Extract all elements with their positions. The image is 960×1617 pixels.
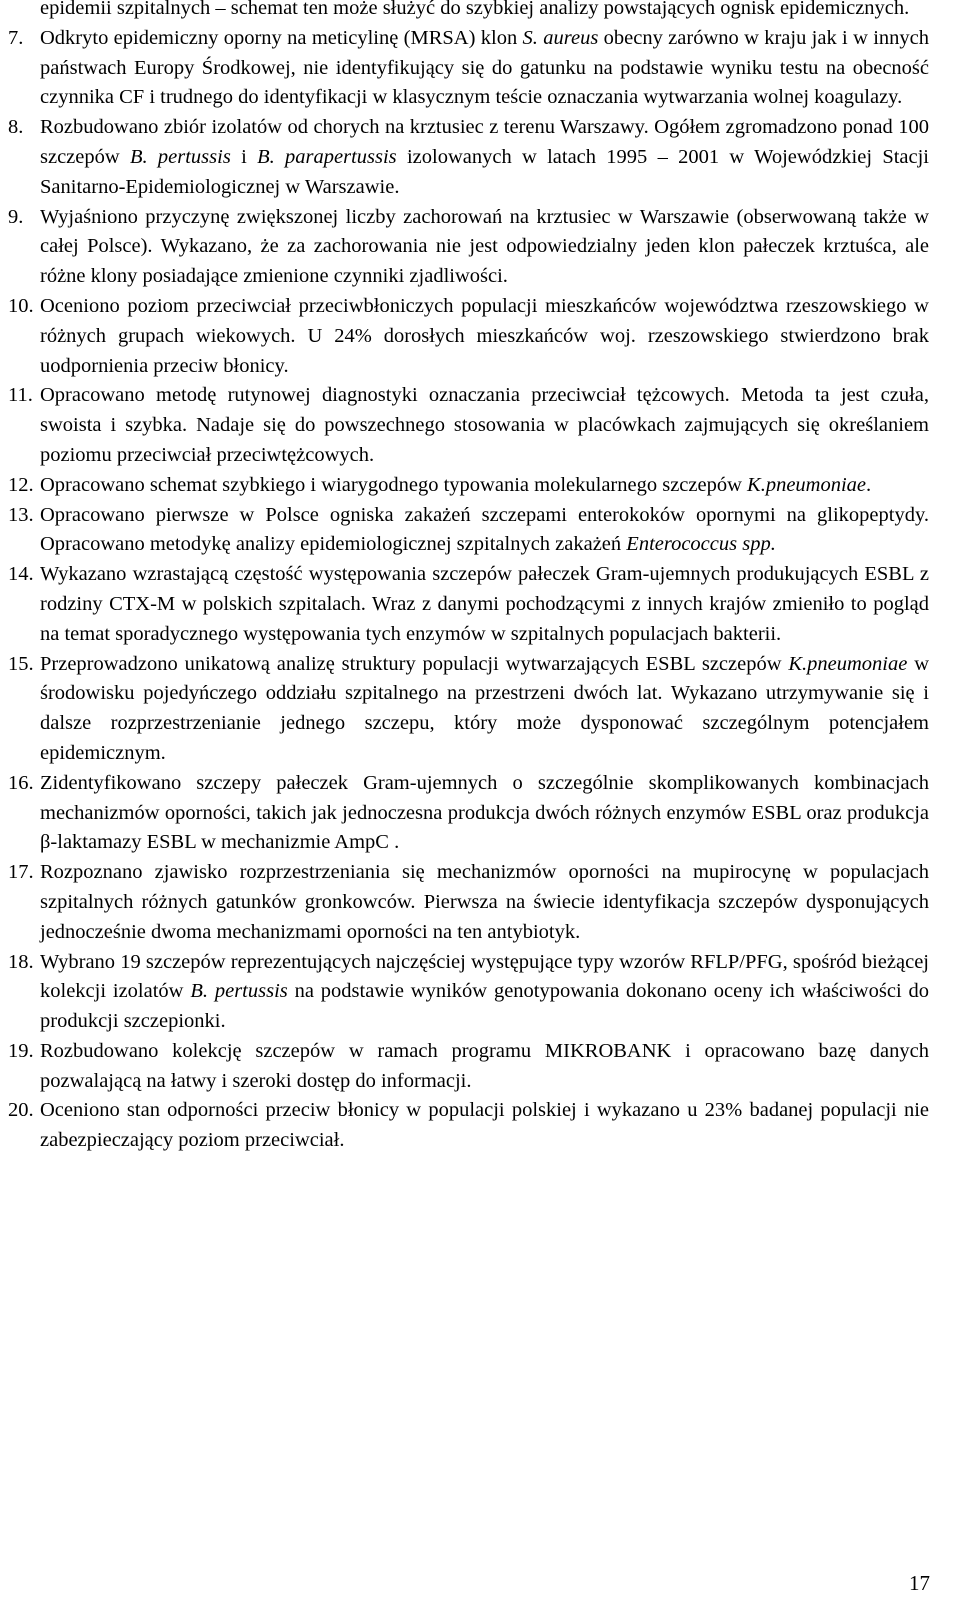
list-item-16 [8, 769, 929, 858]
item-text: Opracowano metodę rutynowej diagnostyki oznaczania przeciwciał tężcowych. Metoda ta jest czuła, swoista i szybka. Nadaje się do powszechnego stosowania w placówkach zajmujących się określaniem poziomu przeciwciał przeciwtężcowych. [40, 384, 929, 466]
list-item-10 [8, 292, 929, 381]
list-item-continuation [8, 0, 929, 24]
item-number: 11. [8, 384, 33, 407]
species-name: B. parapertussis [257, 145, 397, 168]
list-item-14 [8, 560, 929, 649]
list-item-9 [8, 203, 929, 292]
species-name: K.pneumoniae [788, 652, 908, 675]
item-text: Wybrano 19 szczepów reprezentujących najczęściej występujące typy wzorów RFLP/PFG, spośród bieżącej kolekcji izolatów B. pertussis na podstawie wyników genotypowania dokonano oceny ich właściwości do produkcji szczepionki. [40, 950, 929, 1033]
item-text: Odkryto epidemiczny oporny na meticylinę (MRSA) klon S. aureus obecny zarówno w kraju jak i w innych państwach Europy Środkowej, nie identyfikujący się do gatunku na podstawie wyniku testu na obecność czynnika CF i trudnego do identyfikacji w klasycznym teście oznaczania wytwarzania wolnej koagulazy. [40, 26, 930, 109]
item-text: Wykazano wzrastającą częstość występowania szczepów pałeczek Gram-ujemnych produkujących ESBL z rodziny CTX-M w polskich szpitalach. Wraz z danymi pochodzącymi z innych krajów zmieniło to pogląd na temat sporadycznego występowania tych enzymów w szpitalnych populacjach bakterii. [40, 563, 929, 645]
item-text: Oceniono stan odporności przeciw błonicy w populacji polskiej i wykazano u 23% badanej populacji nie zabezpieczający poziom przeciwciał. [40, 1099, 929, 1152]
item-number: 7. [8, 26, 24, 49]
item-number: 19. [8, 1039, 34, 1062]
list-item-7 [8, 24, 929, 113]
item-number: 14. [8, 563, 34, 586]
item-text: Oceniono poziom przeciwciał przeciwbłoniczych populacji mieszkańców województwa rzeszowskiego w różnych grupach wiekowych. U 24% dorosłych mieszkańców woj. rzeszowskiego stwierdzono brak uodpornienia przeciw błonicy. [40, 294, 929, 377]
list-item-11 [8, 381, 929, 470]
item-text: Rozpoznano zjawisko rozprzestrzeniania się mechanizmów oporności na mupirocynę w populacjach szpitalnych różnych gatunków gronkowców. Pierwsza na świecie identyfikacja szczepów dysponujących jednocześnie dwoma mechanizmami oporności na ten antybiotyk. [40, 861, 929, 943]
list-item-15 [8, 650, 929, 769]
list-item-20 [8, 1096, 929, 1156]
item-number: 16. [8, 771, 34, 794]
item-text: Rozbudowano zbiór izolatów od chorych na krztusiec z terenu Warszawy. Ogółem zgromadzono ponad 100 szczepów B. pertussis i B. parapertussis izolowanych w latach 1995 – 2001 w Wojewódzkiej Stacji Sanitarno-Epidemiologicznej w Warszawie. [40, 116, 930, 198]
list-item-13 [8, 501, 929, 561]
list-item-8 [8, 113, 929, 202]
species-name: S. aureus [522, 26, 599, 49]
species-name: B. pertussis [190, 980, 288, 1003]
list-item-18 [8, 948, 929, 1037]
page-number: 17 [909, 1571, 930, 1595]
item-number: 12. [8, 473, 34, 496]
item-number: 15. [8, 652, 34, 675]
item-number: 17. [8, 861, 34, 884]
species-name: B. pertussis [129, 145, 231, 168]
item-text: Opracowano schemat szybkiego i wiarygodnego typowania molekularnego szczepów K.pneumoniae. [40, 473, 872, 496]
item-number: 13. [8, 503, 34, 526]
item-text: Wyjaśniono przyczynę zwiększonej liczby zachorowań na krztusiec w Warszawie (obserwowaną także w całej Polsce). Wykazano, że za zachorowania nie jest odpowiedzialny jeden klon pałeczek krztuśca, ale różne klony posiadające zmienione czynniki zjadliwości. [40, 205, 929, 288]
item-text: Rozbudowano kolekcję szczepów w ramach programu MIKROBANK i opracowano bazę danych pozwalającą na łatwy i szeroki dostęp do informacji. [40, 1039, 929, 1092]
species-name: Enterococcus spp. [626, 533, 776, 556]
item-number: 10. [8, 294, 34, 317]
item-text: Zidentyfikowano szczepy pałeczek Gram-ujemnych o szczególnie skomplikowanych kombinacjach mechanizmów oporności, takich jak jednoczesna produkcja dwóch różnych enzymów ESBL oraz produkcja β-laktamazy ESBL w mechanizmie AmpC . [40, 771, 929, 854]
item-text: Opracowano pierwsze w Polsce ogniska zakażeń szczepami enterokoków opornymi na glikopeptydy. Opracowano metodykę analizy epidemiologicznej szpitalnych zakażeń Enterococcus spp. [40, 503, 929, 556]
item-number: 18. [8, 950, 34, 973]
list-item-17 [8, 858, 929, 947]
species-name: K.pneumoniae [747, 473, 867, 496]
list-item-19 [8, 1037, 929, 1097]
item-text: Przeprowadzono unikatową analizę struktury populacji wytwarzających ESBL szczepów K.pneumoniae w środowisku pojedyńczego oddziału szpitalnego na przestrzeni dwóch lat. Wykazano utrzymywanie się i dalsze rozprzestrzenianie jednego szczepu, który może dysponować szczególnym potencjałem epidemicznym. [40, 652, 929, 764]
findings-list [8, 0, 929, 1156]
list-item-12 [8, 471, 929, 501]
item-number: 20. [8, 1099, 34, 1122]
item-number: 8. [8, 116, 24, 139]
item-text: epidemii szpitalnych – schemat ten może służyć do szybkiej analizy powstających ognisk epidemicznych. [40, 0, 910, 19]
item-number: 9. [8, 205, 24, 228]
